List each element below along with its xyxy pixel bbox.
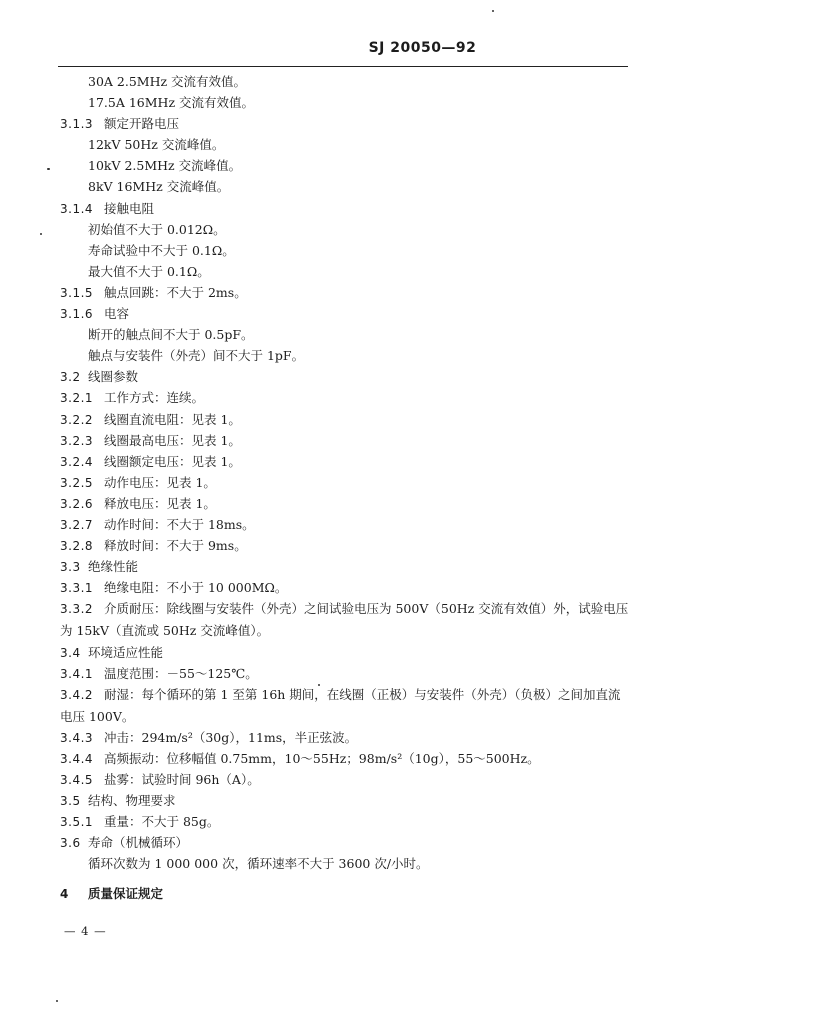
clause-3-1-5 xyxy=(60,282,630,303)
clause-text-line xyxy=(60,92,630,113)
clause-text-line xyxy=(60,155,630,176)
page-number: — 4 — xyxy=(64,924,107,938)
clause-text-line xyxy=(60,71,630,92)
clause-number: 3.2.4 xyxy=(60,454,94,469)
page-header: SJ 20050—92 xyxy=(368,40,477,56)
clause-number: 3.2.1 xyxy=(60,391,94,406)
clause-text: 重量：不大于 85g。 xyxy=(104,814,220,830)
clause-number: 3.3 xyxy=(60,560,81,575)
clause-number: 3.2.5 xyxy=(60,475,94,490)
clause-number: 3.2.2 xyxy=(60,412,94,427)
clause-3-4-2 xyxy=(60,684,630,727)
clause-3-3-1 xyxy=(60,577,630,598)
clause-3-3 xyxy=(60,556,630,577)
clause-text: 30A 2.5MHz 交流有效值。 xyxy=(88,74,247,89)
clause-text: 最大值不大于 0.1Ω。 xyxy=(88,263,210,279)
clause-text: 线圈额定电压：见表 1。 xyxy=(104,453,241,469)
clause-3-2-4 xyxy=(60,451,630,472)
clause-number: 3.5.1 xyxy=(60,815,94,830)
document-body xyxy=(60,71,630,904)
clause-number: 3.4 xyxy=(60,645,81,660)
clause-text-line xyxy=(60,324,630,345)
clause-text: 电容 xyxy=(104,306,130,322)
clause-3-4 xyxy=(60,642,630,663)
clause-text: 动作时间：不大于 18ms。 xyxy=(104,516,255,532)
clause-text-line xyxy=(60,134,630,155)
clause-number: 3.4.2 xyxy=(60,687,94,702)
clause-number: 3.4.5 xyxy=(60,773,94,788)
clause-text: 介质耐压：除线圈与安装件（外壳）之间试验电压为 500V（50Hz 交流有效值）外，试验电压为 15kV（直流或 50Hz 交流峰值）。 xyxy=(60,601,629,639)
clause-3-1-6 xyxy=(60,303,630,324)
clause-3-2 xyxy=(60,366,630,387)
clause-text-line xyxy=(60,219,630,240)
clause-3-2-7 xyxy=(60,514,630,535)
clause-text: 额定开路电压 xyxy=(104,116,180,132)
clause-text: 盐雾：试验时间 96h（A）。 xyxy=(104,772,260,788)
clause-text: 结构、物理要求 xyxy=(88,793,176,809)
clause-number: 3.2.8 xyxy=(60,539,94,554)
clause-text-line xyxy=(60,345,630,366)
clause-3-1-3 xyxy=(60,113,630,134)
clause-number: 3.1.6 xyxy=(60,307,94,322)
clause-3-2-6 xyxy=(60,493,630,514)
clause-number: 3.2.3 xyxy=(60,433,94,448)
clause-text: 12kV 50Hz 交流峰值。 xyxy=(88,137,225,153)
clause-3-2-5 xyxy=(60,472,630,493)
clause-number: 3.5 xyxy=(60,794,81,809)
scan-speck xyxy=(318,684,320,686)
clause-text: 8kV 16MHz 交流峰值。 xyxy=(88,179,230,195)
clause-number: 3.2 xyxy=(60,370,81,385)
clause-text: 接触电阻 xyxy=(104,200,155,216)
scan-speck xyxy=(40,233,42,235)
clause-text-line xyxy=(60,261,630,282)
clause-text: 寿命（机械循环） xyxy=(88,835,189,851)
clause-text: 断开的触点间不大于 0.5pF。 xyxy=(88,327,254,343)
clause-text: 触点回跳：不大于 2ms。 xyxy=(104,284,247,300)
clause-text: 工作方式：连续。 xyxy=(104,390,205,406)
clause-3-4-3 xyxy=(60,727,630,748)
clause-number: 3.1.5 xyxy=(60,285,94,300)
clause-text: 线圈参数 xyxy=(88,369,139,385)
clause-3-4-5 xyxy=(60,769,630,790)
clause-number: 3.2.6 xyxy=(60,496,94,511)
clause-3-5 xyxy=(60,790,630,811)
clause-text: 触点与安装件（外壳）间不大于 1pF。 xyxy=(88,348,305,364)
clause-text: 17.5A 16MHz 交流有效值。 xyxy=(88,95,254,111)
clause-text-line xyxy=(60,176,630,197)
clause-text: 动作电压：见表 1。 xyxy=(104,474,216,490)
clause-3-6 xyxy=(60,832,630,853)
clause-number: 3.4.4 xyxy=(60,752,94,766)
clause-text: 高频振动：位移幅值 0.75mm，10～55Hz；98m/s²（10g），55～500Hz。 xyxy=(104,751,540,766)
clause-3-4-1 xyxy=(60,663,630,684)
clause-text: 线圈直流电阻：见表 1。 xyxy=(104,411,241,427)
clause-3-2-2 xyxy=(60,409,630,430)
clause-3-4-4 xyxy=(60,748,630,769)
clause-text: 耐湿：每个循环的第 1 至第 16h 期间，在线圈（正极）与安装件（外壳）（负极）之间加直流电压 100V。 xyxy=(60,686,621,724)
clause-text: 循环次数为 1 000 000 次，循环速率不大于 3600 次/小时。 xyxy=(88,856,429,872)
clause-text: 10kV 2.5MHz 交流峰值。 xyxy=(88,158,242,174)
scan-speck xyxy=(47,168,50,170)
clause-text: 释放时间：不大于 9ms。 xyxy=(104,538,247,554)
clause-number: 3.2.7 xyxy=(60,517,94,532)
clause-number: 3.3.2 xyxy=(60,602,94,617)
clause-3-1-4 xyxy=(60,198,630,219)
clause-3-3-2 xyxy=(60,598,630,641)
scan-speck xyxy=(56,1000,58,1002)
section-title: 质量保证规定 xyxy=(88,885,164,901)
clause-text-line xyxy=(60,853,630,874)
clause-number: 3.1.3 xyxy=(60,117,94,132)
clause-number: 3.1.4 xyxy=(60,201,94,216)
clause-text: 冲击：294m/s²（30g），11ms，半正弦波。 xyxy=(104,729,358,745)
clause-3-2-1 xyxy=(60,387,630,408)
header-rule xyxy=(58,66,628,67)
clause-number: 3.4.1 xyxy=(60,666,94,681)
clause-text: 寿命试验中不大于 0.1Ω。 xyxy=(88,242,235,258)
spacer xyxy=(60,875,630,883)
section-4-heading xyxy=(60,883,630,904)
section-number: 4 xyxy=(60,886,69,901)
clause-text: 绝缘性能 xyxy=(88,559,139,575)
clause-3-2-8 xyxy=(60,535,630,556)
scan-speck xyxy=(492,10,494,12)
clause-3-2-3 xyxy=(60,430,630,451)
clause-text: 线圈最高电压：见表 1。 xyxy=(104,432,241,448)
clause-number: 3.6 xyxy=(60,836,81,851)
clause-text: 环境适应性能 xyxy=(88,644,164,660)
clause-number: 3.3.1 xyxy=(60,581,94,596)
clause-number: 3.4.3 xyxy=(60,730,94,745)
clause-text: 初始值不大于 0.012Ω。 xyxy=(88,221,226,237)
clause-3-5-1 xyxy=(60,811,630,832)
clause-text: 绝缘电阻：不小于 10 000MΩ。 xyxy=(104,580,288,596)
clause-text-line xyxy=(60,240,630,261)
clause-text: 温度范围：－55～125℃。 xyxy=(104,665,258,681)
clause-text: 释放电压：见表 1。 xyxy=(104,495,216,511)
